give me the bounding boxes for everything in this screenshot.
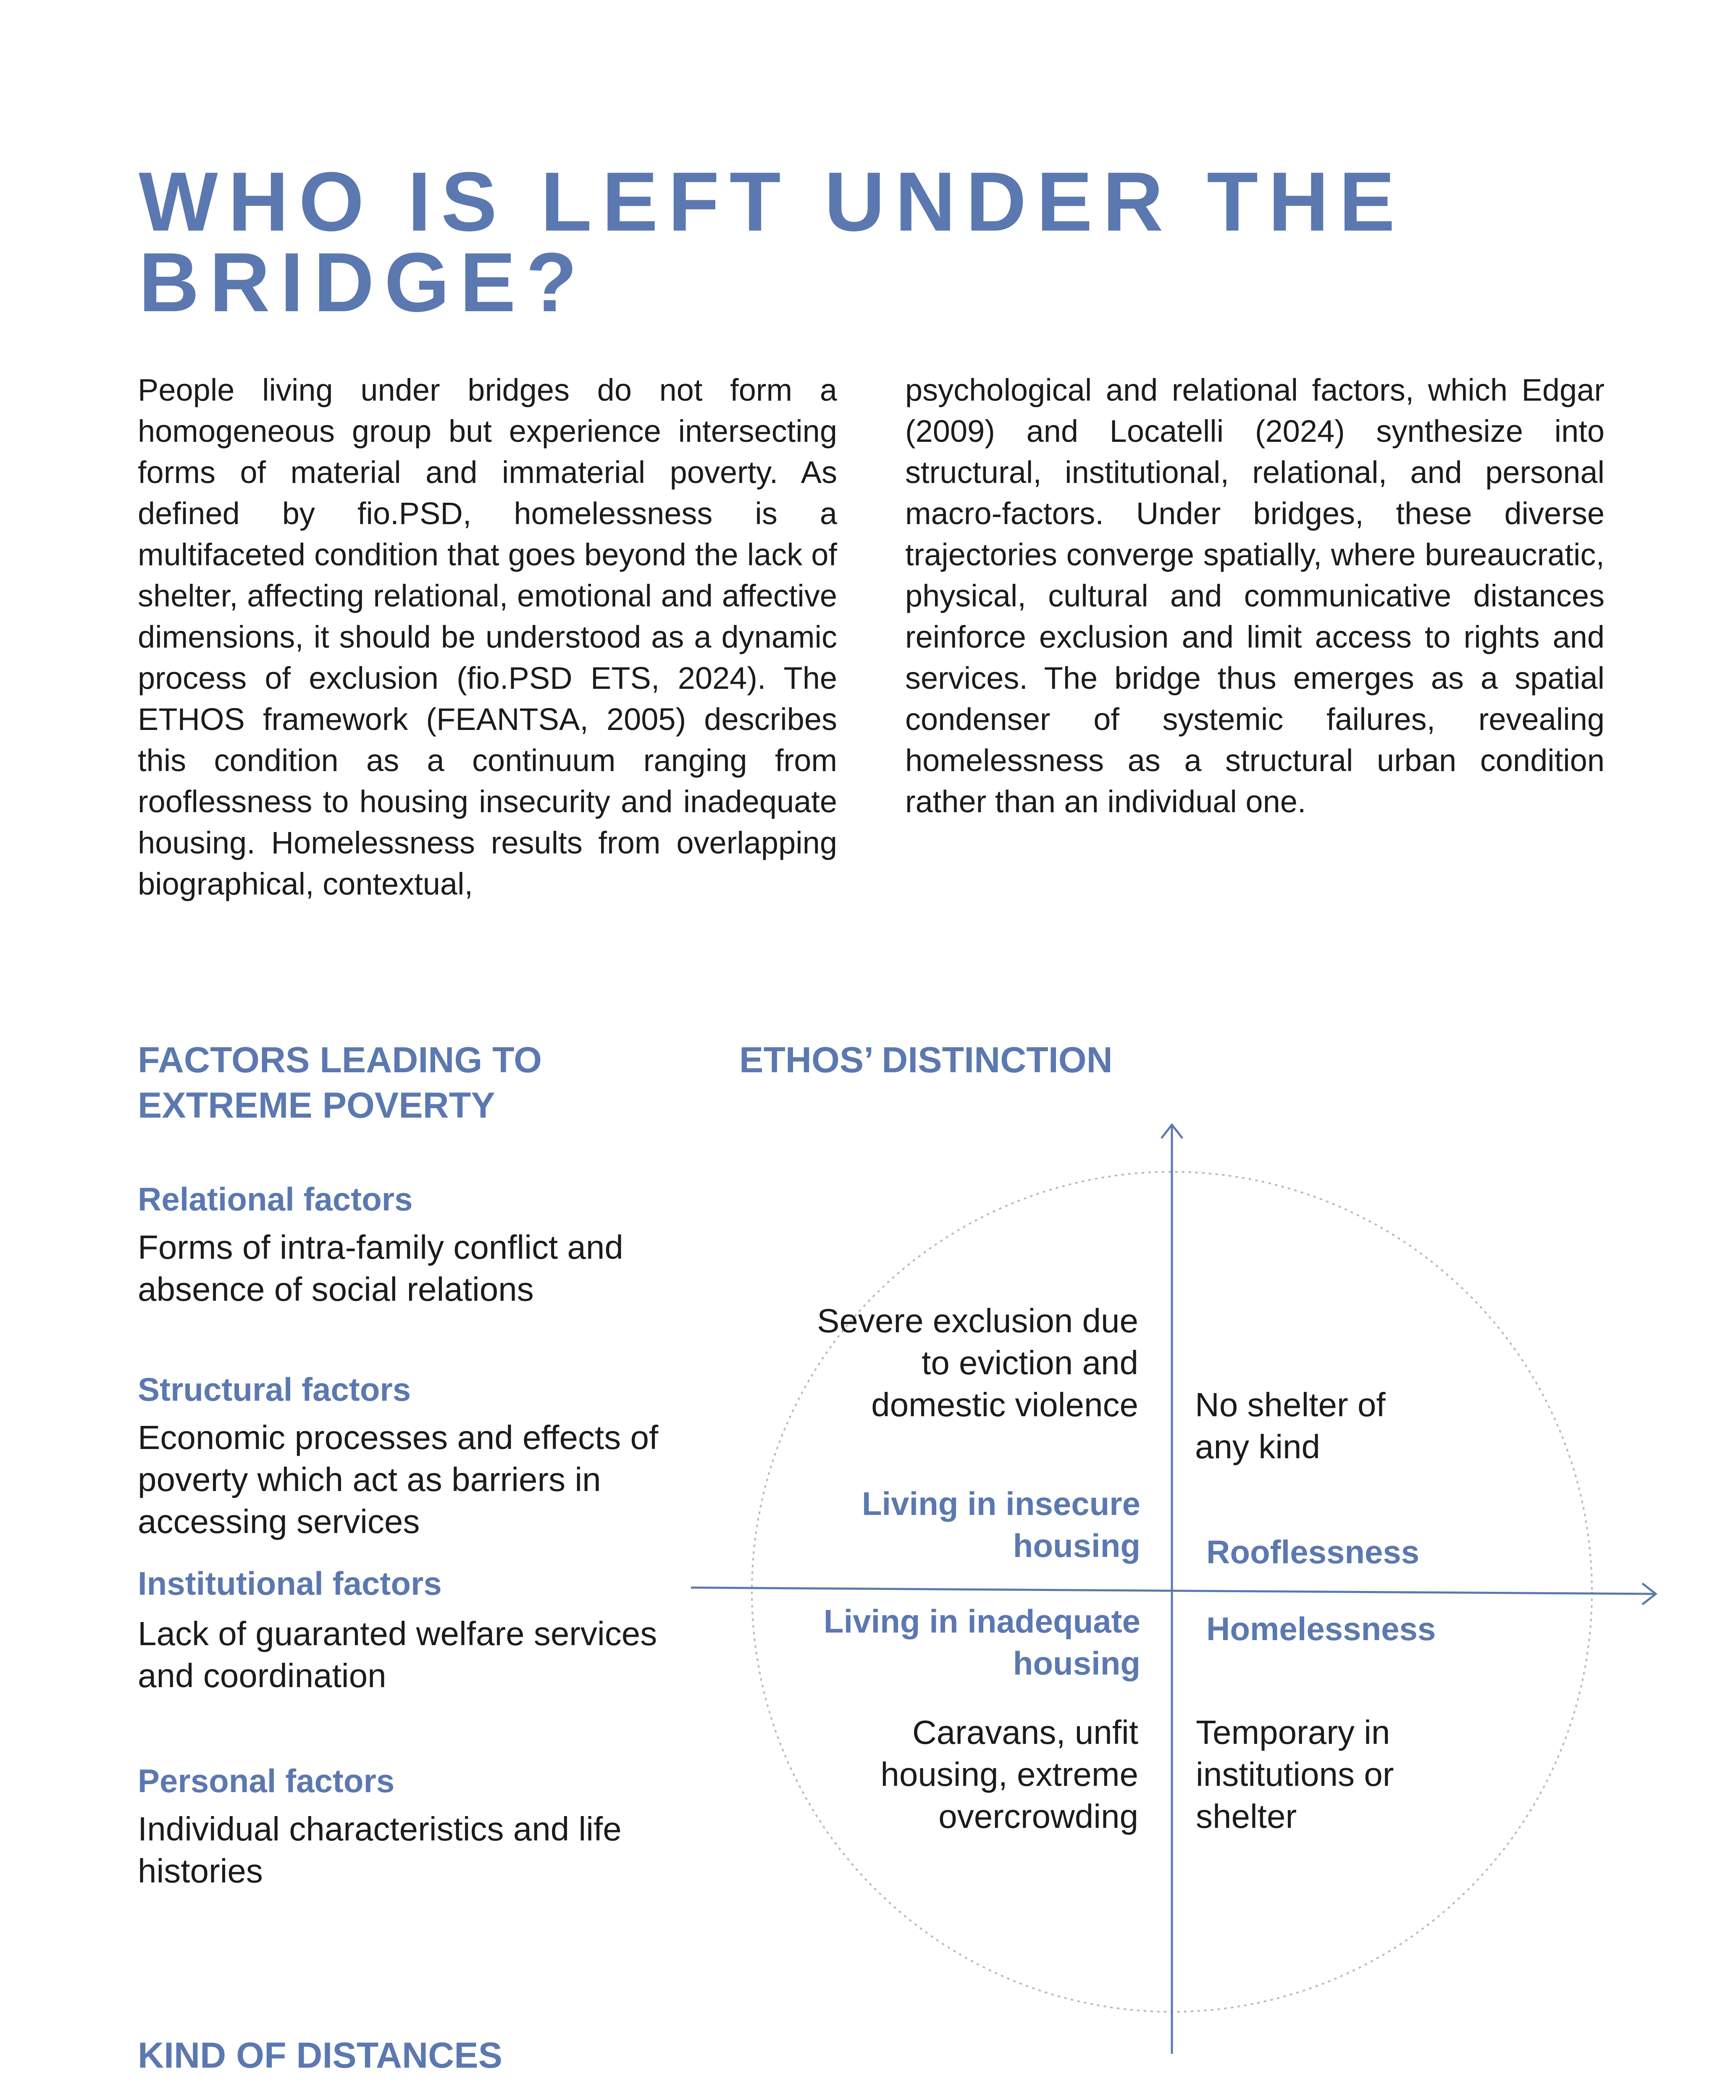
factor-description: Economic processes and effects of poverty which act as barriers in accessing services — [138, 1419, 659, 1540]
factor-title: Personal factors — [138, 1762, 395, 1799]
factors-heading: FACTORS LEADING TO EXTREME POVERTY — [138, 1040, 542, 1126]
intro-column-left: People living under bridges do not form a homogeneous group but experience intersecting forms of material and immaterial poverty. As defined by fio.PSD, homelessness is a multifaceted condition that goes beyond the lack of shelter, affecting relational, emotional and affective dimensions, it should be understood as a dynamic process of exclusion (fio.PSD ETS, 2024). The ETHOS framework (FEANTSA, 2005) describes this condition as a continuum ranging from rooflessness to housing insecurity and inadequate housing. Homelessness results from overlapping biographical, contextual, — [138, 373, 837, 901]
distances-heading: KIND OF DISTANCES — [138, 2035, 502, 2076]
ethos-heading: ETHOS’ DISTINCTION — [739, 1040, 1113, 1080]
quadrant-top-right-label: Rooflessness — [1206, 1533, 1420, 1570]
quadrant-bottom-left-label: Living in inadequate housing — [823, 1603, 1140, 1682]
quadrant-bottom-left-description: Caravans, unfit housing, extreme overcrowding — [880, 1714, 1138, 1835]
factor-description: Individual characteristics and life histories — [138, 1810, 622, 1890]
quadrant-top-left-description: Severe exclusion due to eviction and domestic violence — [817, 1302, 1138, 1423]
intro-column-right: psychological and relational factors, which Edgar (2009) and Locatelli (2024) synthesize into structural, institutional, relational, and personal macro-factors. Under bridges, these diverse trajectories converge spatially, where bureaucratic, physical, cultural and communicative distances reinforce exclusion and limit access to rights and services. The bridge thus emerges as a spatial condenser of systemic failures, revealing homelessness as a structural urban condition rather than an individual one. — [905, 373, 1605, 819]
factor-title: Institutional factors — [138, 1565, 442, 1602]
page-title: WHO IS LEFT UNDER THE BRIDGE? — [139, 155, 1405, 329]
quadrant-top-right-description: No shelter of any kind — [1195, 1386, 1386, 1465]
quadrant-bottom-right-description: Temporary in institutions or shelter — [1196, 1714, 1394, 1835]
factor-description: Lack of guaranted welfare services and coordination — [138, 1615, 657, 1694]
quadrant-top-left-label: Living in insecure housing — [861, 1485, 1140, 1564]
factor-title: Structural factors — [138, 1371, 411, 1408]
quadrant-bottom-right-label: Homelessness — [1206, 1610, 1436, 1647]
factor-description: Forms of intra-family conflict and absence of social relations — [138, 1228, 623, 1308]
factor-title: Relational factors — [138, 1181, 413, 1218]
